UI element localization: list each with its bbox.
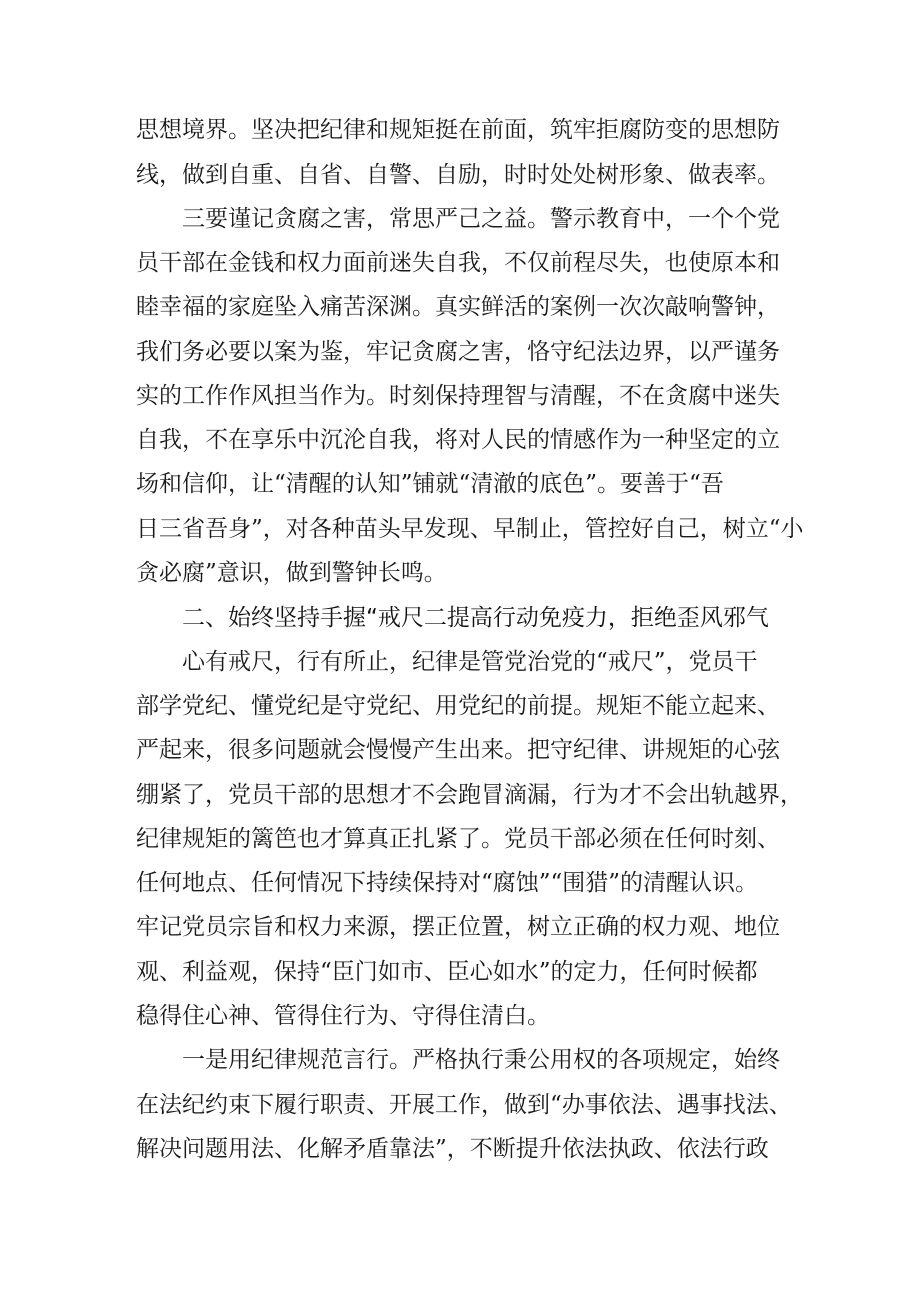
- text-line: 心有戒尺，行有所止，纪律是管党治党的“戒尺”，党员干: [182, 649, 758, 675]
- text-line: 线，做到自重、自省、自警、自励，时时处处树形象、做表率。: [136, 162, 780, 188]
- section-heading: 二、始终坚持手握“戒尺二提高行动免疫力，拒绝歪风邪气: [182, 605, 769, 631]
- text-line: 部学党纪、懂党纪是守党纪、用党纪的前提。规矩不能立起来、: [136, 693, 780, 719]
- text-line: 牢记党员宗旨和权力来源，摆正位置，树立正确的权力观、地位: [136, 914, 780, 940]
- text-line: 一是用纪律规范言行。严格执行秉公用权的各项规定，始终: [182, 1047, 780, 1073]
- text-line: 在法纪约束下履行职责、开展工作，做到“办事依法、遇事找法、: [136, 1092, 792, 1118]
- text-line: 思想境界。坚决把纪律和规矩挺在前面，筑牢拒腐防变的思想防: [136, 117, 780, 143]
- text-line: 实的工作作风担当作为。时刻保持理智与清醒，不在贪腐中迷失: [136, 383, 780, 409]
- text-line: 纪律规矩的篱笆也才算真正扎紧了。党员干部必须在任何时刻、: [136, 826, 780, 852]
- text-line: 解决问题用法、化解矛盾靠法”，不断提升依法执政、依法行政: [136, 1136, 769, 1162]
- text-line: 员干部在金钱和权力面前迷失自我，不仅前程尽失，也使原本和: [136, 250, 780, 276]
- text-line: 日三省吾身”，对各种苗头早发现、早制止，管控好自己，树立“小: [136, 516, 804, 542]
- text-line: 场和信仰，让“清醒的认知”铺就“清澈的底色”。要善于“吾: [136, 471, 724, 497]
- text-line: 观、利益观，保持“臣门如市、臣心如水”的定力，任何时候都: [136, 959, 758, 985]
- text-line: 三要谨记贪腐之害，常思严己之益。警示教育中，一个个党: [182, 206, 780, 232]
- text-line: 严起来，很多问题就会慢慢产生出来。把守纪律、讲规矩的心弦: [136, 737, 780, 763]
- text-line: 任何地点、任何情况下持续保持对“腐蚀”“围猎”的清醒认识。: [136, 870, 759, 896]
- text-line: 绷紧了，党员干部的思想才不会跑冒滴漏，行为才不会出轨越界，: [136, 782, 803, 808]
- text-line: 贪必腐”意识，做到警钟长鸣。: [136, 560, 447, 586]
- text-line: 稳得住心神、管得住行为、守得住清白。: [136, 1003, 550, 1029]
- text-line: 睦幸福的家庭坠入痛苦深渊。真实鲜活的案例一次次敲响警钟，: [136, 294, 780, 320]
- text-line: 我们务必要以案为鉴，牢记贪腐之害，恪守纪法边界，以严谨务: [136, 339, 780, 365]
- text-line: 自我，不在享乐中沉沦自我，将对人民的情感作为一种坚定的立: [136, 427, 780, 453]
